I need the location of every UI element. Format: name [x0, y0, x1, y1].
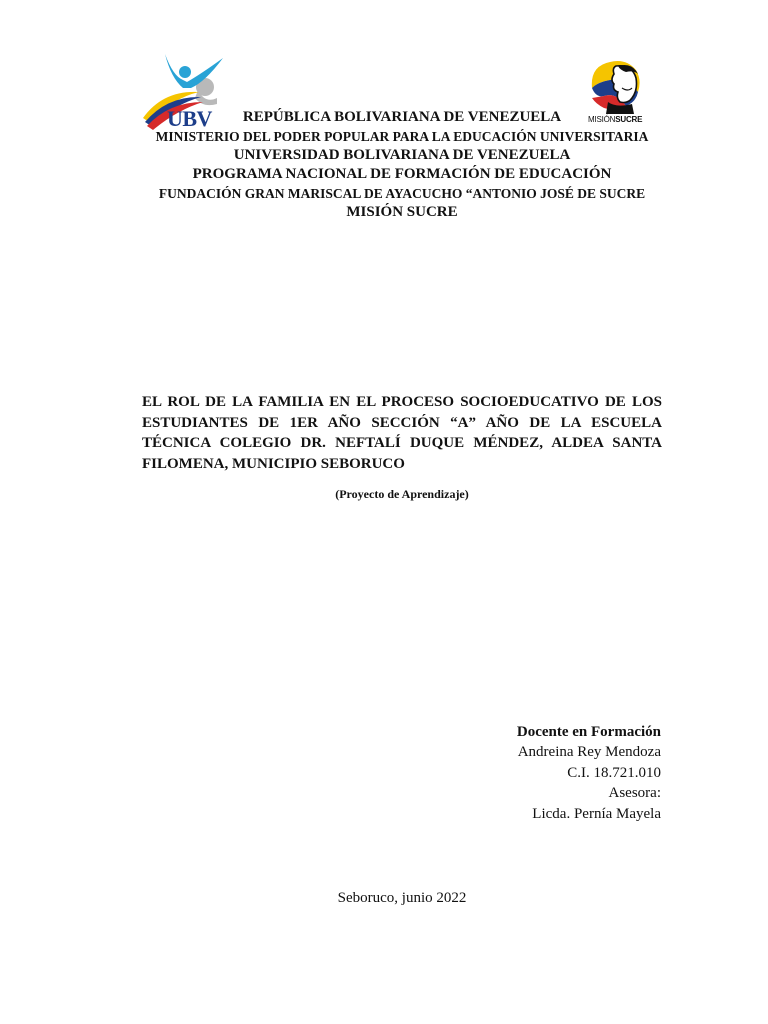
project-title: EL ROL DE LA FAMILIA EN EL PROCESO SOCIOEDUCATIVO DE LOS ESTUDIANTES DE 1ER AÑO SECCIÓN “A” AÑO DE LA ESCUELA TÉCNICA COLEGIO DR. NEFTALÍ DUQUE MÉNDEZ, ALDEA SANTA FILOMENA, MUNICIPIO SEBORUCO [142, 394, 662, 472]
ubv-logo-text: UBV [167, 106, 212, 131]
advisor-name: Licda. Pernía Mayela [532, 805, 661, 822]
mision-sucre-logo-bold: SUCRE [615, 115, 643, 124]
mision-sucre-logo-prefix: MISIÓN [588, 115, 616, 124]
institution-header [140, 108, 664, 222]
header-university: UNIVERSIDAD BOLIVARIANA DE VENEZUELA [233, 147, 571, 163]
header-mision-sucre: MISIÓN SUCRE [346, 204, 458, 220]
place-date: Seboruco, junio 2022 [337, 890, 467, 906]
signature-block [517, 722, 661, 824]
mision-sucre-logo-icon [586, 58, 646, 114]
signature-role: Docente en Formación [516, 724, 661, 740]
header-program: PROGRAMA NACIONAL DE FORMACIÓN DE EDUCACIÓN [192, 166, 612, 182]
header-foundation: FUNDACIÓN GRAN MARISCAL DE AYACUCHO “ANTONIO JOSÉ DE SUCRE [158, 186, 646, 201]
signature-id: C.I. 18.721.010 [567, 764, 661, 781]
advisor-label: Asesora: [608, 785, 661, 802]
project-subtitle: (Proyecto de Aprendizaje) [335, 487, 469, 501]
signature-name: Andreina Rey Mendoza [517, 744, 661, 761]
header-ministry: MINISTERIO DEL PODER POPULAR PARA LA EDUCACIÓN UNIVERSITARIA [155, 129, 649, 144]
header-republic: REPÚBLICA BOLIVARIANA DE VENEZUELA [242, 109, 562, 125]
